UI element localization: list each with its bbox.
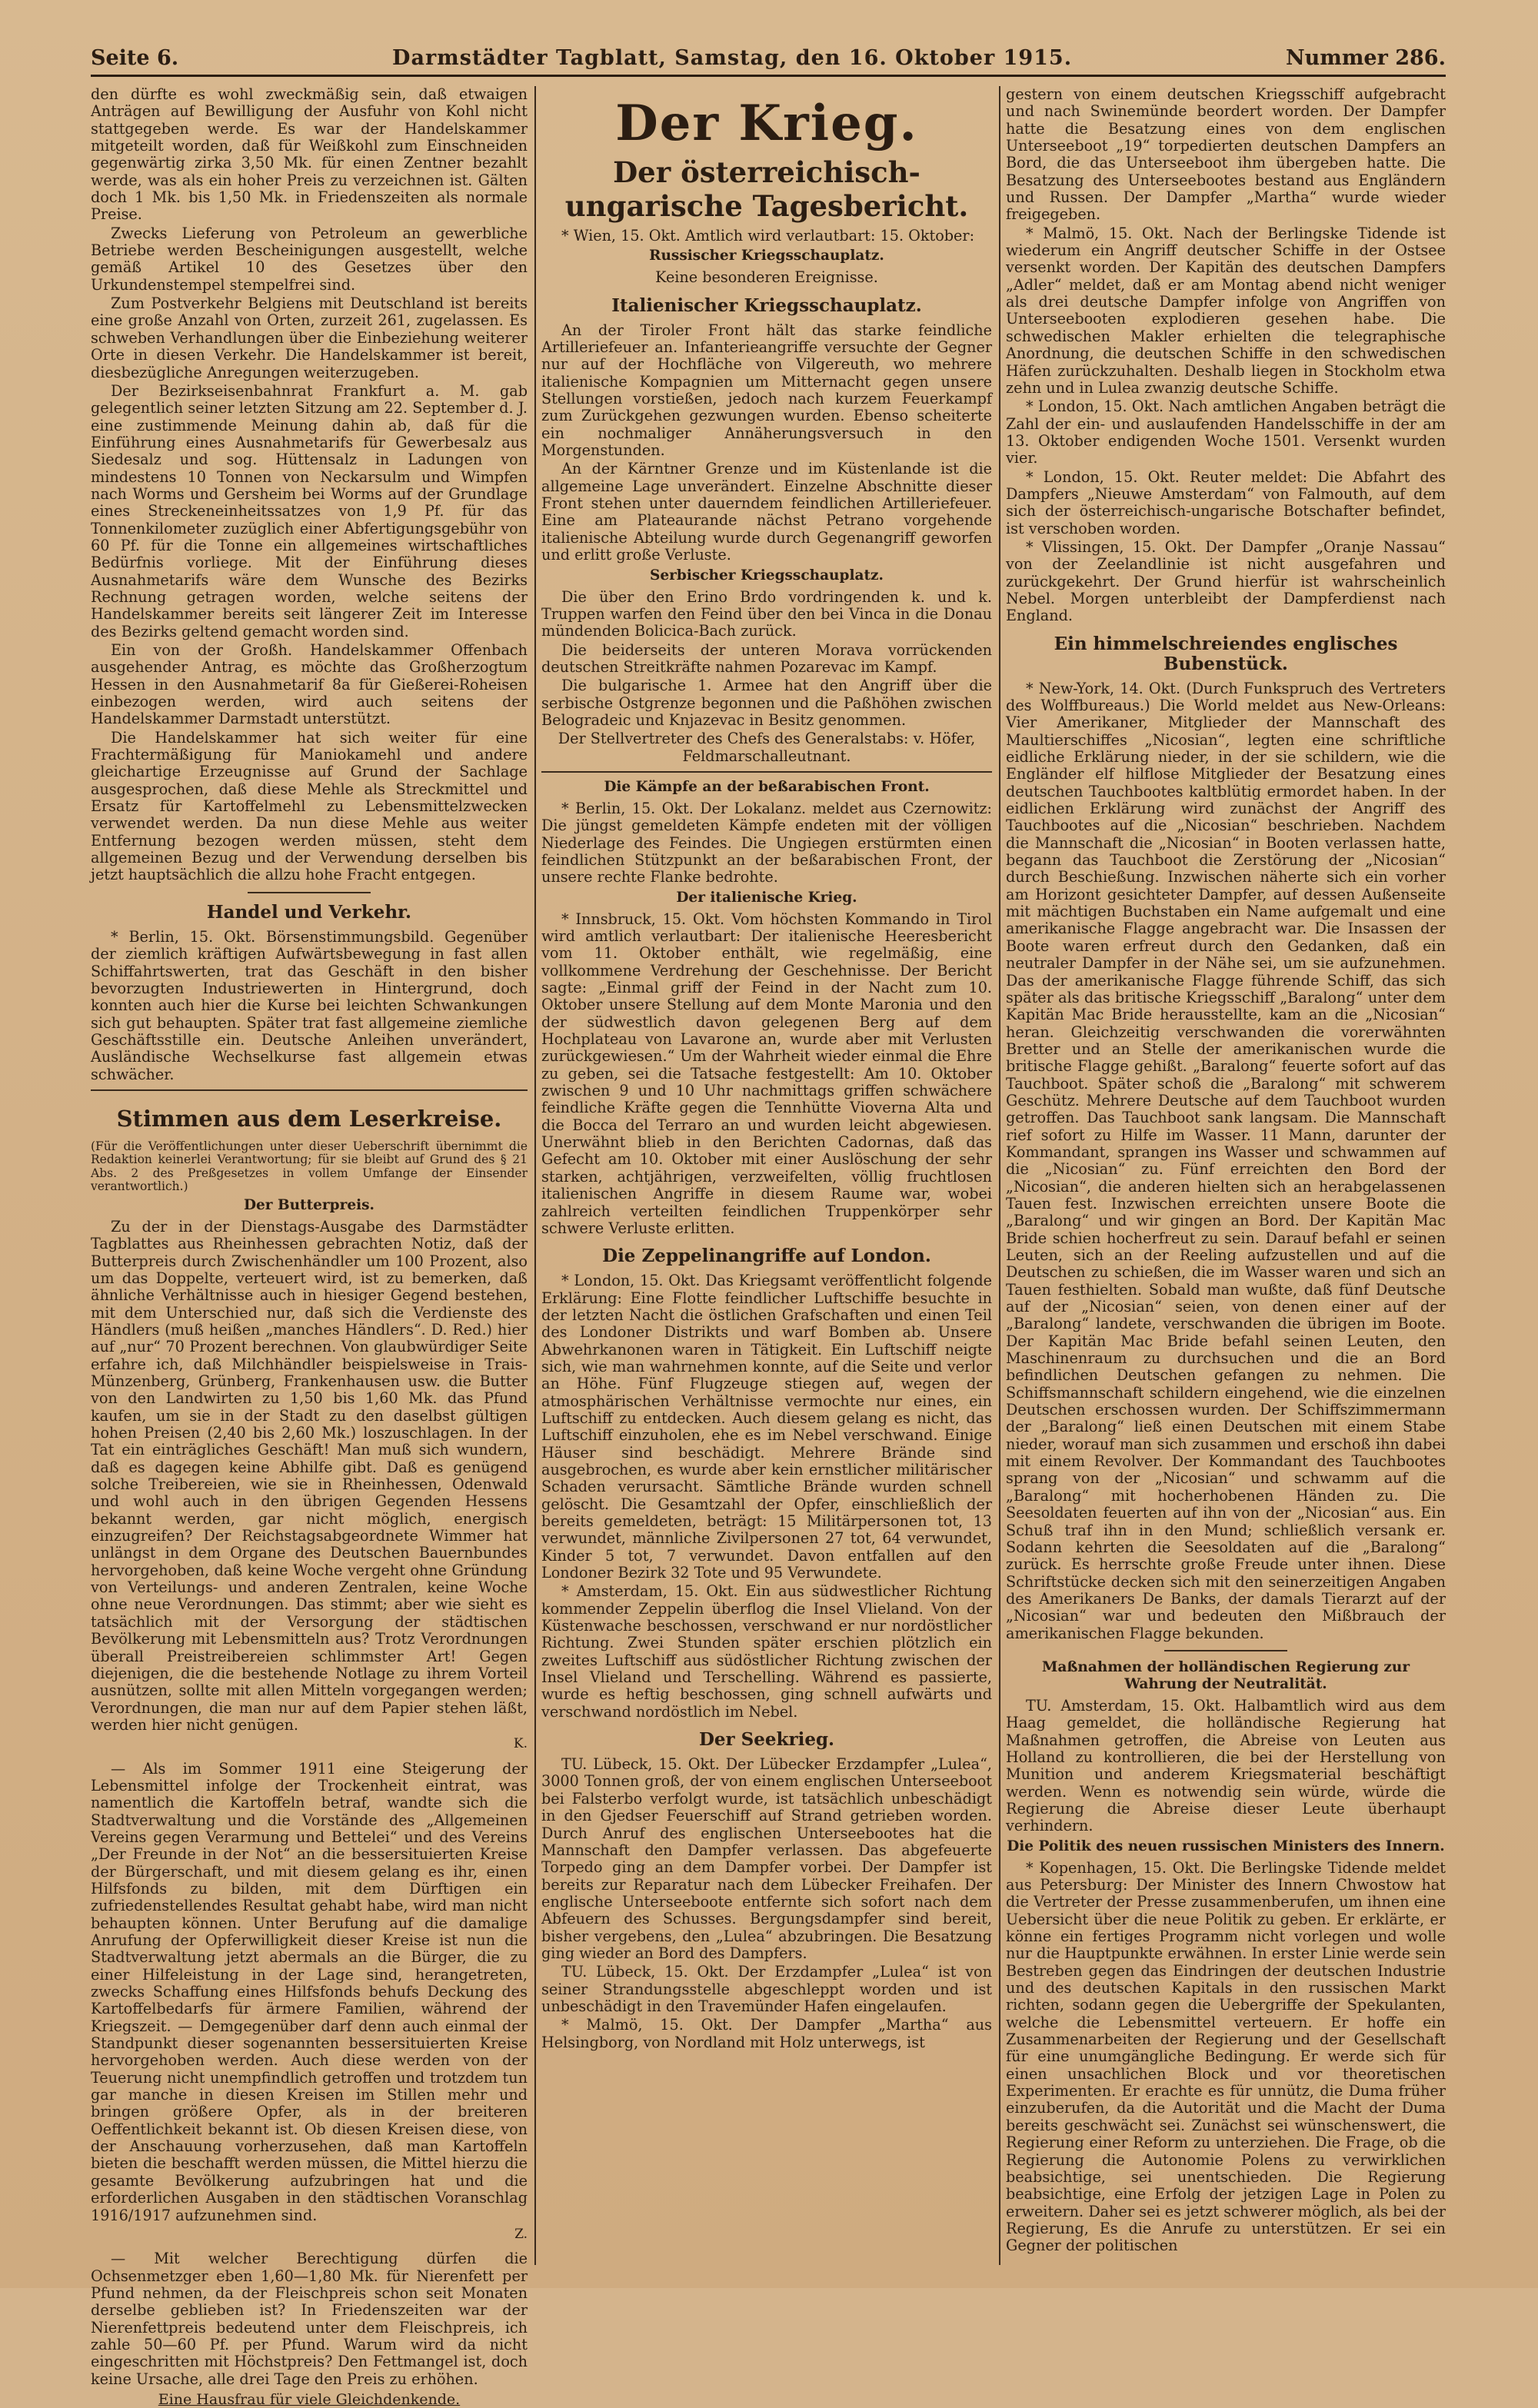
section-heading: Maßnahmen der holländischen Regierung zur Wahrung der Neutralität. — [1041, 1658, 1410, 1692]
column-3 — [1006, 86, 1446, 2273]
section-heading: Handel und Verkehr. — [206, 901, 412, 923]
paragraph: * New-York, 14. Okt. (Durch Funkspruch des Vertreters des Wolffbureaus.) Die World meldet aus New-Orleans: Vier Amerikaner, Mitglieder der Mannschaft des Maultierschiffes „Nicosian“, legten eine schriftliche eidliche Erklärung nieder, in der sie schildern, wie die Engländer elf hilflose Mitglieder der Besatzung eines deutschen Tauchbootes kaltblütig ermordet haben. In der eidlichen Erklärung wird zunächst der Angriff des Tauchbootes auf die „Nicosian“ beschrieben. Nachdem die Mannschaft die „Nicosian“ in Booten verlassen hatte, begann das Tauchboot die Zerstörung der „Nicosian“ durch Beschießung. Inzwischen näherte sich ein vorher am Horizont gesichteter Dampfer, auf dessen Außenseite mit mächtigen Buchstaben ein Name aufgemalt und eine amerikanische Flagge angebracht war. Die Insassen der Boote waren erfreut durch den Gedanken, daß ein neutraler Dampfer in der Nähe sei, um sie aufzunehmen. Das der amerikanische Flagge führende Schiff, das sich später als das britische Kriegsschiff „Baralong“ unter dem Kapitän Mac Bride herausstellte, kam an die „Nicosian“ heran. Gleichzeitig verschwanden die vorerwähnten Bretter und an Stelle der amerikanischen wurde die britische Flagge gehißt. „Baralong“ feuerte sofort auf das Tauchboot. Später schoß die „Baralong“ mit schwerem Geschütz. Mehrere Deutsche auf dem Tauchboot wurden getroffen. Das Tauchboot sank langsam. Die Mannschaft rief sofort zu Hilfe im Wasser. 11 Mann, darunter der Kommandant, sprangen ins Wasser und schwammen auf die „Nicosian“ zu. Fünf erreichten den Bord der „Nicosian“, die anderen hielten sich an herabgelassenen Tauen fest. Inzwischen erreichten unsere Boote die „Baralong“ und wir gingen an Bord. Der Kapitän Mac Bride schien hocherfreut zu sein. Darauf befahl er seinen Leuten, sich an der Reeling aufzustellen und auf die Deutschen zu schießen, die im Wasser waren und sich an Tauen festhielten. Sobald man wußte, daß fünf Deutsche auf der „Nicosian“ seien, von denen einer auf der „Baralong“ landete, verschwanden die übrigen im Boote. Der Kapitän Mac Bride befahl seinen Leuten, den Maschinenraum zu durchsuchen und die an Bord befindlichen Deutschen gefangen zu nehmen. Die Schiffsmannschaft schildern eingehend, wie die einzelnen Deutschen erschossen wurden. Der Schiffszimmermann der „Baralong“ ließ einen Deutschen mit einem Stabe nieder, worauf man sich zusammen und erschoß ihn dabei mit einem Revolver. Der Kommandant des Tauchbootes sprang von der „Nicosian“ und schwamm auf die „Baralong“ mit hocherhobenen Händen zu. Die Seesoldaten feuerten auf ihn von der „Nicosian“ aus. Ein Schuß traf ihn in den Mund; schließlich versank er. Sodann kehrten die Seesoldaten auf die „Baralong“ zurück. Es herrschte große Freude unter ihnen. Diese Schriftstücke decken sich mit den seinerzeitigen Angaben des Amerikaners De Banks, der damals Tierarzt auf der „Nicosian“ war und bedeuten den Mißbrauch der amerikanischen Flagge bekunden. — [1006, 679, 1446, 1642]
editorial-note: (Für die Veröffentlichungen unter dieser Ueberschrift übernimmt die Redaktion keinerlei Verantwortung; für sie bleibt auf Grund des § 21 Abs. 2 des Preßgesetzes in vollem Umfange der Einsender verantwortlich.) — [91, 1139, 528, 1194]
paragraph: * London, 15. Okt. Nach amtlichen Angaben beträgt die Zahl der ein- und auslaufenden Handelsschiffe in der am 13. Oktober endigenden Woche 1501. Versenkt wurden vier. — [1006, 397, 1446, 467]
masthead-line: Darmstädter Tagblatt, Samstag, den 16. Oktober 1915. — [392, 46, 1073, 70]
issue-number: Nummer 286. — [1285, 46, 1446, 70]
paragraph: TU. Lübeck, 15. Okt. Der Erzdampfer „Lulea“ ist von seiner Strandungsstelle abgeschleppt worden und ist unbeschädigt in den Travemünder Hafen eingelaufen. — [541, 1963, 992, 2015]
paragraph: Die beiderseits der unteren Morava vorrückenden deutschen Streitkräfte nahmen Pozarevac im Kampf. — [541, 640, 992, 676]
section-heading: Der Seekrieg. — [698, 1729, 835, 1751]
page-title: Der Krieg. — [615, 95, 918, 152]
paragraph: Die Handelskammer hat sich weiter für eine Frachtermäßigung für Maniokamehl und andere gleichartige Erzeugnisse auf Grund der Sachlage ausgesprochen, daß diese Mehle als Streckmittel und Ersatz für Kartoffelmehl zu Lebensmittelzwecken verwendet werden. Da nun diese Mehle aus weiter Entfernung bezogen werden müssen, steht dem allgemeinen Bezug und der Verwendung derselben bis jetzt hauptsächlich die allzu hohe Fracht entgegen. — [91, 728, 528, 884]
paragraph: Zu der in der Dienstags-Ausgabe des Darmstädter Tagblattes aus Rheinhessen gebrachten Notiz, daß der Butterpreis durch Zwischenhändler um 100 Prozent, also um das Doppelte, verteuert wird, ist zu bemerken, daß ähnliche Verhältnisse auch in hiesiger Gegend bestehen, mit dem Unterschied nur, daß sich die Verdienste des Händlers (muß heißen „manches Händlers“. D. Red.) hier auf „nur“ 70 Prozent berechnen. Von glaubwürdiger Seite erfahre ich, daß Milchhändler beispielsweise in Trais-Münzenberg, Grünberg, Frankenhausen usw. die Butter von den Landwirten zu 1,50 bis 1,60 Mk. das Pfund kaufen, um sie in der Stadt zu den daselbst gültigen hohen Preisen (2,40 bis 2,60 Mk.) loszuschlagen. In der Tat ein einträgliches Geschäft! Man muß sich wundern, daß es dagegen keine Abhilfe gibt. Daß es genügend solche Treibereien, wie sie in Rheinhessen, Odenwald und wohl auch in den übrigen Gegenden Hessens bekannt werden, gar nicht möglich, energisch einzugreifen? Der Reichstagsabgeordnete Wimmer hat unlängst in dem Organe des Deutschen Bauernbundes hervorgehoben, daß keine Woche vergeht ohne Gründung von Verteilungs- und anderen Zentralen, keine Woche ohne neue Verordnungen. Das stimmt; aber wie sieht es tatsächlich mit der Versorgung der städtischen Bevölkerung mit Lebensmitteln aus? Trotz Verordnungen überall Preistreibereien schlimmster Art! Gegen diejenigen, die die bestehende Notlage zu ihrem Vorteil ausnützen, sollte mit allen Mitteln vorgegangen werden; Verordnungen, die man nur auf dem Papier stehen läßt, werden hier nicht genügen. — [91, 1217, 528, 1734]
section-heading: Die Politik des neuen russischen Ministers des Innern. — [1007, 1838, 1445, 1854]
paragraph: Ein von der Großh. Handelskammer Offenbach ausgehender Antrag, es möchte das Großherzogtum Hessen in den Ausnahmetarif 8a für Gießerei-Roheisen einbezogen werden, wird auch seitens der Handelskammer Darmstadt unterstützt. — [91, 641, 528, 728]
signature: Eine Hausfrau für viele Gleichdenkende. — [158, 2390, 461, 2408]
paragraph: Der Bezirkseisenbahnrat Frankfurt a. M. gab gelegentlich seiner letzten Sitzung am 22. September d. J. eine zustimmende Meinung dahin ab, daß für die Einführung eines Ausnahmetarifs für Gewerbesalz aus Siedesalz und sog. Hüttensalz in Ladungen von mindestens 10 Tonnen von Neckarsulm und Wimpfen nach Worms und Gersheim bei Worms auf der Grundlage eines Streckeneinheitssatzes von 1,9 Pf. für das Tonnenkilometer zuzüglich einer Abfertigungsgebühr von 60 Pf. für die Tonne ein allgemeines wirtschaftliches Bedürfnis vorliege. Mit der Einführung dieses Ausnahmetarifs wäre dem Wunsche des Bezirks Rechnung getragen worden, welche seitens der Handelskammer bereits seit längerer Zeit im Interesse des Bezirks geltend gemacht worden sind. — [91, 381, 528, 640]
paragraph: * London, 15. Okt. Reuter meldet: Die Abfahrt des Dampfers „Nieuwe Amsterdam“ von Falmouth, auf dem sich der österreichisch-ungarische Botschafter befindet, ist verschoben worden. — [1006, 467, 1446, 537]
paragraph: Zum Postverkehr Belgiens mit Deutschland ist bereits eine große Anzahl von Orten, zurzeit 261, zugelassen. Es schweben Verhandlungen über die Einbeziehung weiterer Orte in diesen Verkehr. Die Handelskammer ist bereit, diesbezügliche Anregungen weiterzugeben. — [91, 294, 528, 381]
article-title: Der Butterpreis. — [243, 1196, 375, 1213]
paragraph: * Kopenhagen, 15. Okt. Die Berlingske Tidende meldet aus Petersburg: Der Minister des Innern Chwostow hat die Vertreter der Presse zusammenberufen, um ihnen eine Uebersicht über die neue Politik zu geben. Er erklärte, er könne ein fertiges Programm nicht vorlegen und wolle nur die Hauptpunkte erwähnen. In erster Linie werde sein Bestreben gegen das Eindringen der deutschen Industrie und des deutschen Kapitals in den russischen Markt richten, sodann gegen die Uebergriffe der Spekulanten, welche die Lebensmittel verteuern. Er hoffe ein Zusammenarbeiten der Regierung und der Gesellschaft für eine unumgängliche Bedingung. Er werde sich für einen unsachlichen Block und vor theoretischen Experimenten. Er erachte es für unnütz, die Duma früher einzuberufen, da die Autorität und die Macht der Duma bereits geschwächt sei. Zunächst sei wünschenswert, die Regierung einer Reform zu unterziehen. Die Frage, ob die Regierung die Autonomie Polens zu verwirklichen beabsichtige, sei unentschieden. Die Regierung beabsichtige, eine Erfolg der jetzigen Lage in Polen zu erweitern. Daher sei es jetzt schwerer möglich, als bei der Regierung, Es die Anrufe zu unterstützen. Er sei ein Gegner der politischen — [1006, 1858, 1446, 2255]
section-heading: Die Zeppelinangriffe auf London. — [602, 1246, 931, 1267]
subheading: Russischer Kriegsschauplatz. — [649, 248, 884, 264]
divider — [541, 771, 992, 773]
paragraph: * Berlin, 15. Okt. Börsenstimmungsbild. Gegenüber der ziemlich kräftigen Aufwärtsbewegung in fast allen Schiffahrtswerten, trat das Geschäft in den bisher bevorzugten Industriewerten in Hintergrund, doch konnten auch hier die Kurse bei leichten Schwankungen sich gut behaupten. Später trat fast allgemeine ziemliche Geschäftsstille ein. Deutsche Anleihen unverändert, Ausländische Wechselkurse fast allgemein etwas schwächer. — [91, 927, 528, 1083]
paragraph: * Malmö, 15. Okt. Nach der Berlingske Tidende ist wiederum ein Angriff deutscher Schiffe in der Ostsee versenkt worden. Der Kapitän des deutschen Dampfers „Adler“ meldet, daß er am Montag abend nicht weniger als drei deutsche Dampfer infolge von Angriffen von Unterseebooten explodieren gesehen habe. Die schwedischen Makler erhielten die telegraphische Anordnung, die deutschen Schiffe in den schwedischen Häfen zurückzuhalten. Deshalb liegen in Stockholm etwa zehn und in Lulea zwanzig deutsche Schiffe. — [1006, 224, 1446, 397]
report-title: Der österreichisch-ungarische Tagesbericht. — [564, 155, 969, 223]
page-header — [91, 40, 1446, 77]
column-2 — [541, 86, 992, 2273]
paragraph: TU. Amsterdam, 15. Okt. Halbamtlich wird aus dem Haag gemeldet, die holländische Regierung hat Maßnahmen getroffen, die Abreise von Leuten aus Holland zu kontrollieren, die bei der Herstellung von Munition und anderem Kriegsmaterial beschäftigt werden. Wenn es notwendig sein würde, würde die Regierung die Abreise dieser Leute überhaupt verhindern. — [1006, 1696, 1446, 1835]
divider — [91, 1089, 528, 1091]
paragraph: * Malmö, 15. Okt. Der Dampfer „Martha“ aus Helsingborg, von Nordland mit Holz unterwegs, ist — [541, 2016, 992, 2051]
paragraph: Zwecks Lieferung von Petroleum an gewerbliche Betriebe werden Bescheinigungen ausgestellt, welche gemäß Artikel 10 des Gesetzes über den Urkundenstempel stempelfrei sind. — [91, 224, 528, 294]
divider — [1164, 1650, 1287, 1651]
paragraph: gestern von einem deutschen Kriegsschiff aufgebracht und nach Swinemünde beordert worden. Der Dampfer hatte die Besatzung eines von dem englischen Unterseeboot „19“ torpedierten deutschen Dampfers an Bord, die das Unterseeboot ihm übergeben hatte. Die Besatzung des Unterseebootes bestand aus Engländern und Russen. Der Dampfer „Martha“ wurde wieder freigegeben. — [1006, 85, 1446, 224]
section-heading: Die Kämpfe an der beßarabischen Front. — [604, 778, 930, 795]
section-heading: Der italienische Krieg. — [676, 889, 857, 906]
paragraph: — Mit welcher Berechtigung dürfen die Ochsenmetzger eben 1,60—1,80 Mk. für Nierenfett per Pfund nehmen, da der Fleischpreis schon seit Monaten derselbe geblieben ist? In Friedenszeiten war der Nierenfettpreis bedeutend unter dem Fleischpreis, ich zahle 50—60 Pf. per Pfund. Warum wird da nicht eingeschritten mit Höchstpreis? Den Fettmangel ist, doch keine Ursache, alle drei Tage den Preis zu erhöhen. — [91, 2250, 528, 2388]
signature: K. — [513, 1736, 528, 1752]
paragraph: — Als im Sommer 1911 eine Steigerung der Lebensmittel infolge der Trockenheit eintrat, was namentlich die Kartoffeln betraf, wandte sich die Stadtverwaltung und die Vorstände des „Allgemeinen Vereins gegen Verarmung und Bettelei“ und des Vereins „Der Freunde in der Not“ an die bessersituierten Kreise der Bürgerschaft, und mit diesem gelang es ihr, einen Hilfsfonds zu bilden, mit dem Dürftigen ein zufriedenstellendes Resultat gehabt habe, wird man nicht behaupten können. Unter Berufung auf die damalige Anrufung der Opferwilligkeit dieser Kreise ist nun die Stadtverwaltung jetzt abermals an die Bürger, die zu einer Hilfeleistung in der Lage sind, herangetreten, zwecks Schaffung eines Hilfsfonds behufs Deckung des Kartoffelbedarfs für ärmere Familien, während der Kriegszeit. — Demgegenüber darf denn auch einmal der Standpunkt dieser sogenannten bessersituierten Kreise hervorgehoben werden. Auch diese werden von der Teuerung nicht unempfindlich getroffen und trotzdem tun gar manche in diesen Kreisen im Stillen mehr und bringen größere Opfer, als in der breiteren Oeffentlichkeit bekannt ist. Ob diesen Kreisen diese, von der Anschauung vorherzusehen, daß man Kartoffeln bieten die beschafft werden müssen, die Mittel hierzu die gesamte Bevölkerung aufzubringen hat und die erforderlichen Ausgaben in den städtischen Voranschlag 1916/1917 aufzunehmen sind. — [91, 1759, 528, 2224]
column-rule — [999, 86, 1000, 2265]
paragraph: TU. Lübeck, 15. Okt. Der Lübecker Erzdampfer „Lulea“, 3000 Tonnen groß, der von einem englischen Unterseeboot bei Falsterbo verfolgt wurde, ist tatsächlich unbeschädigt in den Gjedser Feuerschiff auf Strand getrieben worden. Durch Anruf des englischen Unterseebootes hat die Mannschaft den Dampfer verlassen. Das abgefeuerte Torpedo ging an dem Dampfer vorbei. Der Dampfer ist bereits zur Reparatur nach dem Lübecker Freihafen. Der englische Unterseeboote entfernte sich sofort nach dem Abfeuern des Schusses. Bergungsdampfer sind bereit, bisher vergebens, den „Lulea“ abzubringen. Die Besatzung ging wieder an Bord des Dampfers. — [541, 1755, 992, 1962]
paragraph: Keine besonderen Ereignisse. — [655, 268, 878, 287]
paragraph: An der Tiroler Front hält das starke feindliche Artilleriefeuer an. Infanterieangriffe versuchte der Gegner nur auf der Hochfläche von Vilgereuth, wo mehrere italienische Kompagnien um Mitternacht gegen unsere Stellungen vorstießen, jedoch nach kurzem Feuerkampf zum Zurückgehen gezwungen wurden. Ebenso scheiterte ein nochmaliger Annäherungsversuch in den Morgenstunden. — [541, 321, 992, 460]
paragraph: den dürfte es wohl zweckmäßig sein, daß etwaigen Anträgen auf Bewilligung der Ausfuhr von Kohl nicht stattgegeben werde. Es war der Handelskammer mitgeteilt worden, daß für Weißkohl zum Einschneiden gegenwärtig zirka 3,50 Mk. für einen Zentner bezahlt werde, was als ein hoher Preis zu verzeichnen ist. Gälten doch 1 Mk. bis 1,50 Mk. in Friedenszeiten als normale Preise. — [91, 85, 528, 224]
paragraph: * Berlin, 15. Okt. Der Lokalanz. meldet aus Czernowitz: Die jüngst gemeldeten Kämpfe endeten mit der völligen Niederlage des Feindes. Die Ungiegen erstürmten einen feindlichen Stützpunkt an der beßarabischen Front, der unsere rechte Flanke bedrohte. — [541, 799, 992, 886]
paragraph: Die über den Erino Brdo vordringenden k. und k. Truppen warfen den Feind über den bei Vinca in die Donau mündenden Bolicica-Bach zurück. — [541, 587, 992, 640]
paragraph: An der Kärntner Grenze und im Küstenlande ist die allgemeine Lage unverändert. Einzelne Abschnitte dieser Front stehen unter dauerndem feindlichen Artilleriefeuer. Eine am Plateaurande nächst Petrano vorgehende italienische Abteilung wurde durch Gegenangriff geworfen und erlitt große Verluste. — [541, 460, 992, 564]
column-1 — [91, 85, 528, 2408]
paragraph: Der Stellvertreter des Chefs des Generalstabs: v. Höfer, Feldmarschalleutnant. — [558, 730, 976, 765]
section-heading: Stimmen aus dem Leserkreise. — [116, 1105, 502, 1132]
paragraph: Die bulgarische 1. Armee hat den Angriff über die serbische Ostgrenze begonnen und die Paßhöhen zwischen Belogradeic und Knjazevac in Besitz genommen. — [541, 677, 992, 729]
paragraph: * Amsterdam, 15. Okt. Ein aus südwestlicher Richtung kommender Zeppelin überflog die Insel Vlieland. Von der Küstenwache beschossen, verschwand er nur nordöstlicher Richtung. Zwei Stunden später erschien plötzlich ein zweites Luftschiff aus südöstlicher Richtung zwischen der Insel Vlieland und Terschelling. Während es passierte, wurde es heftig beschossen, ging schnell aufwärts und verschwand nordöstlich im Nebel. — [541, 1582, 992, 1721]
subheading: Italienischer Kriegsschauplatz. — [611, 294, 922, 316]
subheading: Serbischer Kriegsschauplatz. — [650, 567, 884, 584]
divider — [248, 892, 371, 893]
paragraph: * Wien, 15. Okt. Amtlich wird verlautbart: 15. Oktober: — [561, 227, 975, 244]
paragraph: * London, 15. Okt. Das Kriegsamt veröffentlicht folgende Erklärung: Eine Flotte feindlicher Luftschiffe besuchte in der letzten Nacht die östlichen Grafschaften und einen Teil des Londoner Distrikts und warf Bomben ab. Unsere Abwehrkanonen waren in Tätigkeit. Ein Luftschiff neigte sich, wie man wahrnehmen konnte, auf die Seite und verlor an Höhe. Fünf Flugzeuge stiegen auf, wegen der atmosphärischen Verhältnisse vermochte nur eines, ein Luftschiff zu entdecken. Auch diesem gelang es nicht, das Luftschiff einzuholen, ehe es im Nebel verschwand. Einige Häuser sind beschädigt. Mehrere Brände sind ausgebrochen, es wurde aber kein ernstlicher militärischer Schaden verursacht. Sämtliche Brände wurden schnell gelöscht. Die Gesamtzahl der Opfer, einschließlich der bereits gemeldeten, beträgt: 15 Militärpersonen tot, 13 verwundet, männliche Zivilpersonen 27 tot, 64 verwundet, Kinder 5 tot, 7 verwundet. Davon entfallen auf den Londoner Bezirk 32 Tote und 95 Verwundete. — [541, 1272, 992, 1582]
paragraph: * Innsbruck, 15. Okt. Vom höchsten Kommando in Tirol wird amtlich verlautbart: Der italienische Heeresbericht vom 11. Oktober enthält, wie regelmäßig, eine vollkommene Verdrehung der Geschehnisse. Der Bericht sagte: „Einmal griff der Feind in der Nacht zum 10. Oktober unsere Stellung auf dem Monte Maronia und den der südwestlich davon gelegenen Berg auf dem Hochplateau von Lavarone an, wurde aber mit Verlusten zurückgewiesen.“ Um der Wahrheit wieder einmal die Ehre zu geben, sei die Tatsache festgestellt: Am 10. Oktober zwischen 9 und 10 Uhr nachmittags griffen schwächere feindliche Kräfte gegen die Tennhütte Vioverna Alta und die Bocca del Terraro an und wurden leicht abgewiesen. Unerwähnt blieb in den Berichten Cadornas, daß das Gefecht am 10. Oktober mit einer Auslöschung der sehr starken, achtjährigen, verzweifelten, völlig fruchtlosen italienischen Angriffe in diesem Raume war, wobei zahlreich verteilten feindlichen Truppenkörper sehr schwere Verluste erlitten. — [541, 910, 992, 1237]
column-rule — [534, 86, 536, 2265]
paragraph: * Vlissingen, 15. Okt. Der Dampfer „Oranje Nassau“ von der Zeelandlinie ist nicht ausgefahren und zurückgekehrt. Der Grund hierfür ist wahrscheinlich Nebel. Morgen unterbleibt der Dampferdienst nach England. — [1006, 537, 1446, 625]
section-heading: Ein himmelschreiendes englisches Bubenstück. — [1054, 633, 1398, 674]
signature: Z. — [514, 2226, 528, 2242]
page-number: Seite 6. — [91, 46, 179, 70]
